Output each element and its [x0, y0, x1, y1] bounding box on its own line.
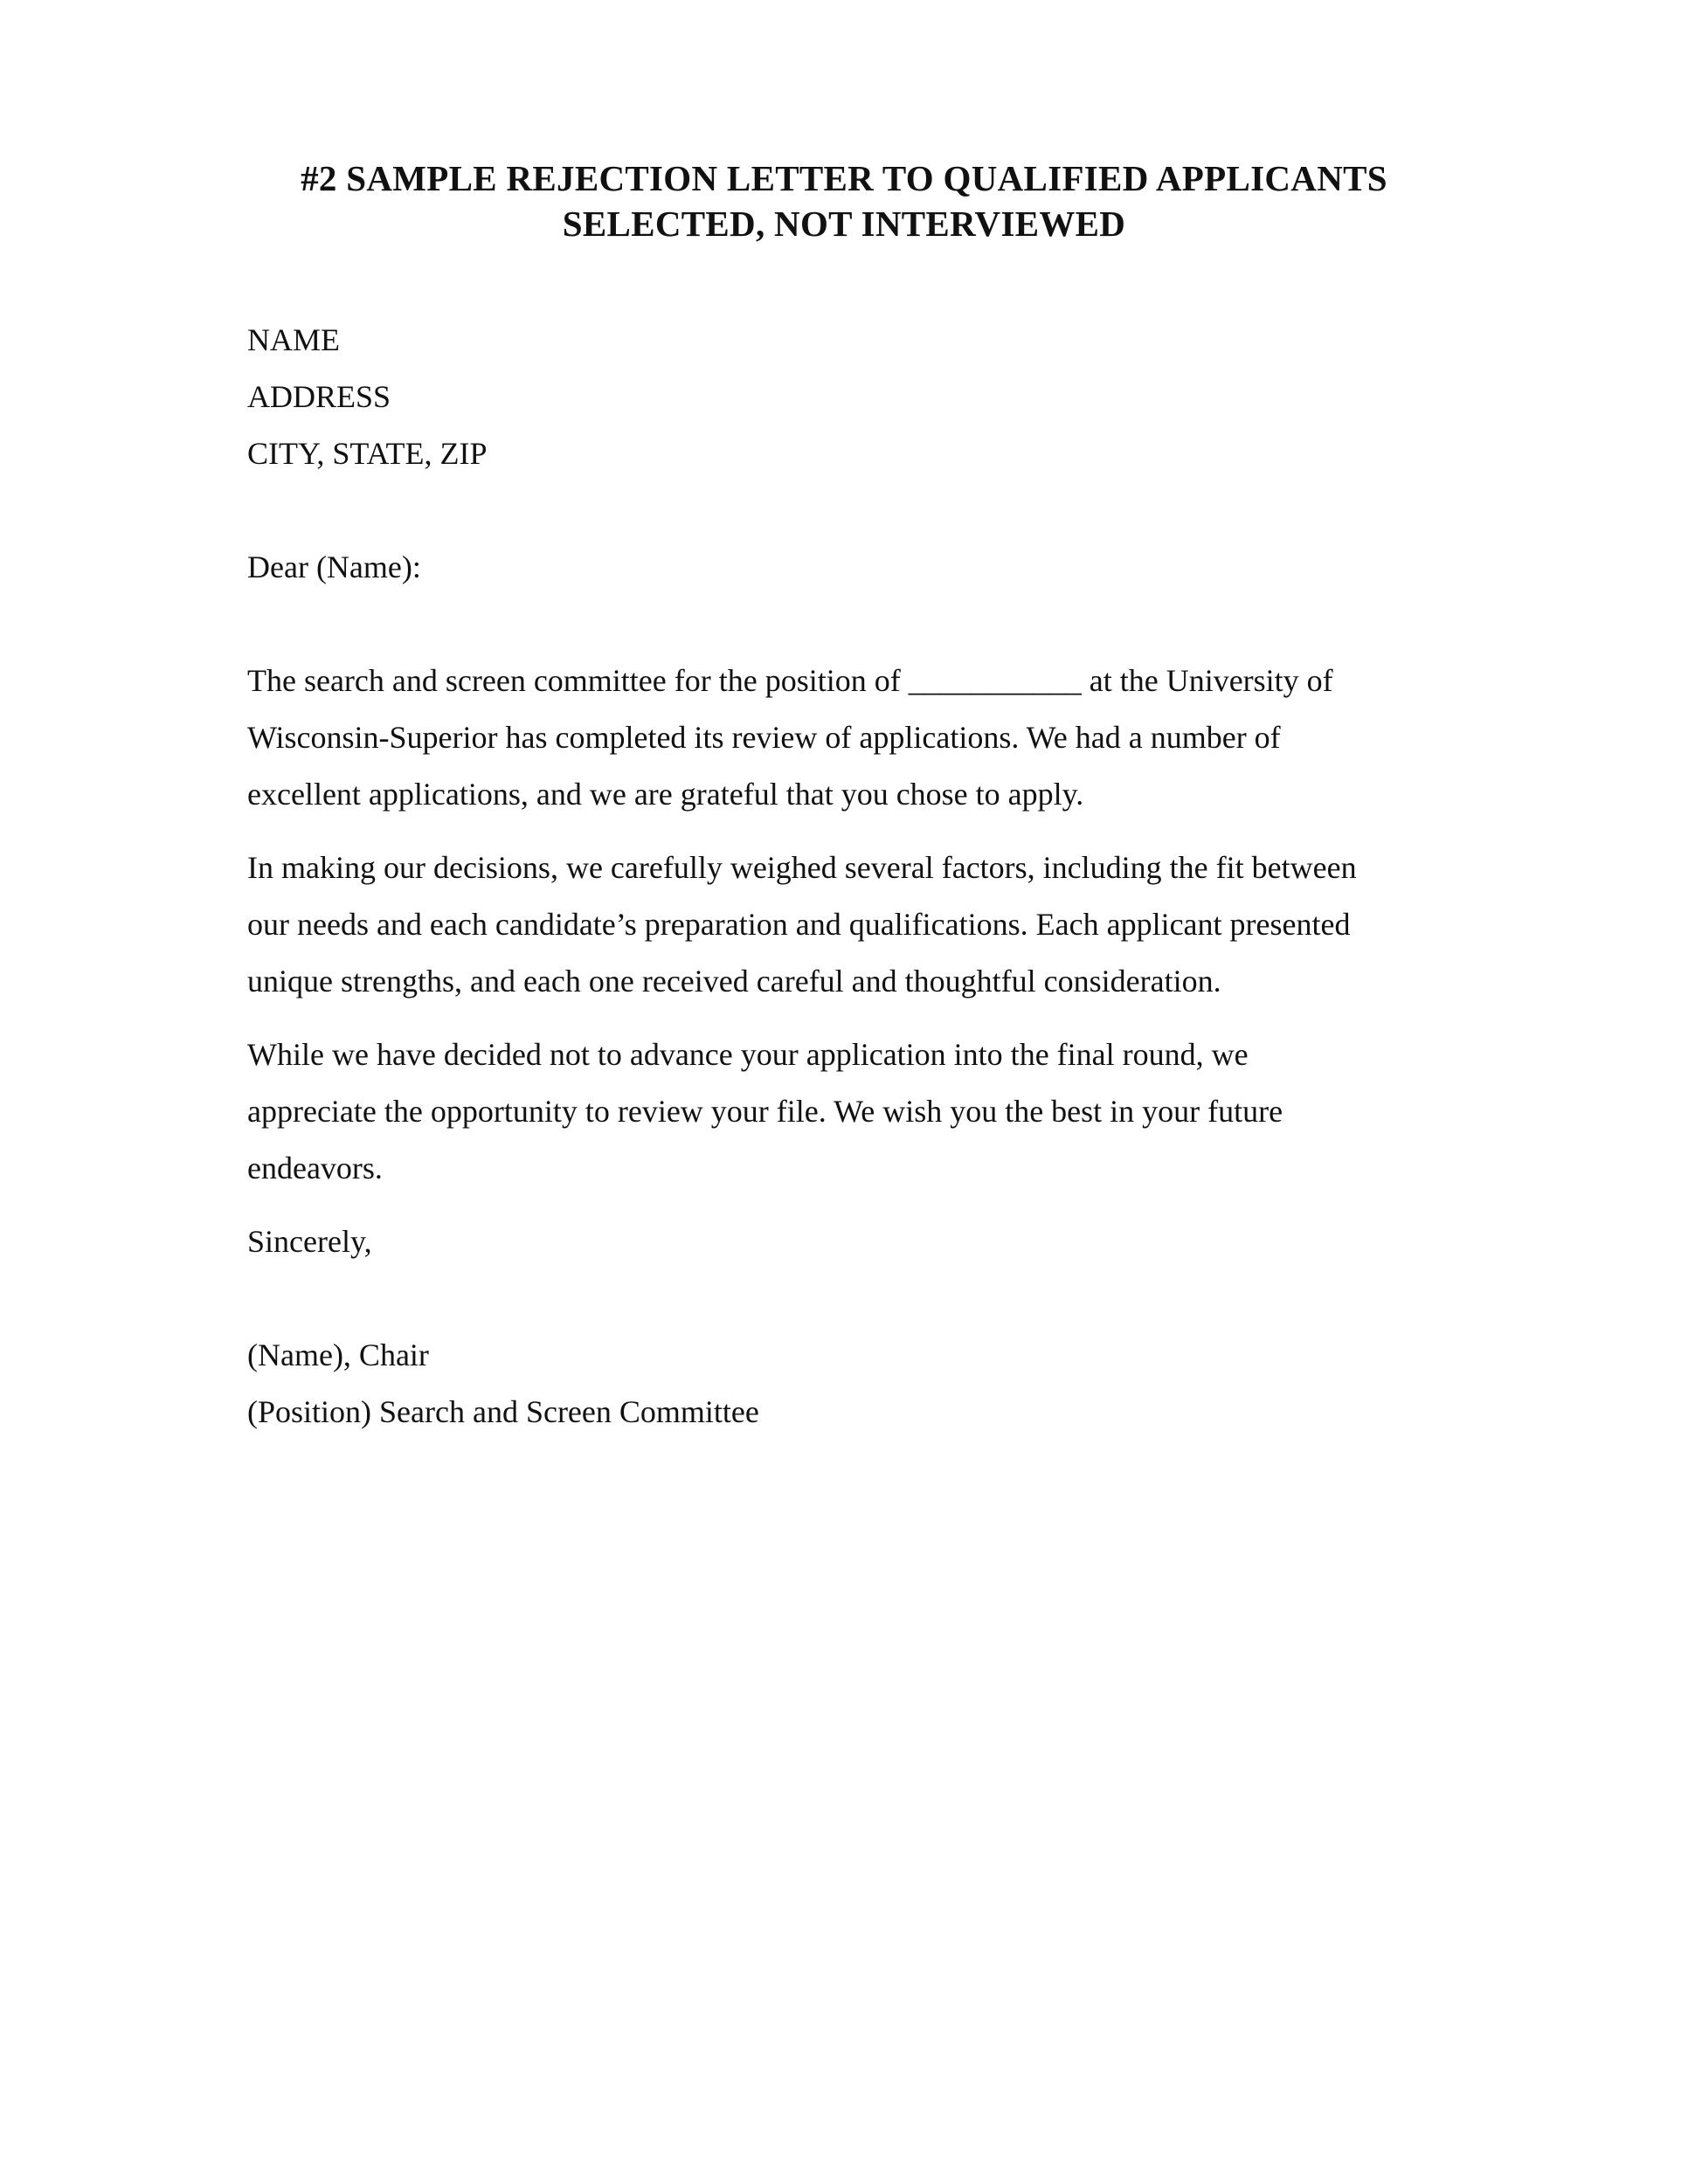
- paragraph-3-line-3: endeavors.: [247, 1151, 383, 1185]
- paragraph-1-text-after-blank: at the University of: [1081, 663, 1333, 698]
- recipient-city-state-zip: CITY, STATE, ZIP: [247, 436, 488, 471]
- paragraph-2-line-1: In making our decisions, we carefully weighed several factors, including the fit between: [247, 850, 1357, 885]
- paragraph-1-text-before-blank: The search and screen committee for the position of: [247, 663, 909, 698]
- signature-name: (Name), Chair: [247, 1337, 429, 1372]
- paragraph-1-line-3: excellent applications, and we are grateful that you chose to apply.: [247, 777, 1084, 812]
- signature-position: (Position) Search and Screen Committee: [247, 1394, 759, 1429]
- paragraph-1-line-1: [247, 661, 1333, 700]
- paragraph-3-line-1: While we have decided not to advance your application into the final round, we: [247, 1037, 1249, 1072]
- document-title-line-1: #2 SAMPLE REJECTION LETTER TO QUALIFIED APPLICANTS: [301, 158, 1387, 198]
- document-title-line-2: SELECTED, NOT INTERVIEWED: [562, 204, 1126, 244]
- paragraph-1-line-2: Wisconsin-Superior has completed its review of applications. We had a number of: [247, 720, 1281, 755]
- paragraph-3-line-2: appreciate the opportunity to review your file. We wish you the best in your future: [247, 1094, 1283, 1129]
- paragraph-2-line-3: unique strengths, and each one received careful and thoughtful consideration.: [247, 964, 1221, 999]
- recipient-address: ADDRESS: [247, 379, 391, 414]
- salutation: Dear (Name):: [247, 549, 421, 584]
- recipient-name: NAME: [247, 322, 340, 357]
- closing: Sincerely,: [247, 1224, 372, 1259]
- paragraph-2-line-2: our needs and each candidate’s preparation and qualifications. Each applicant presented: [247, 907, 1351, 942]
- position-blank: ___________: [908, 663, 1082, 698]
